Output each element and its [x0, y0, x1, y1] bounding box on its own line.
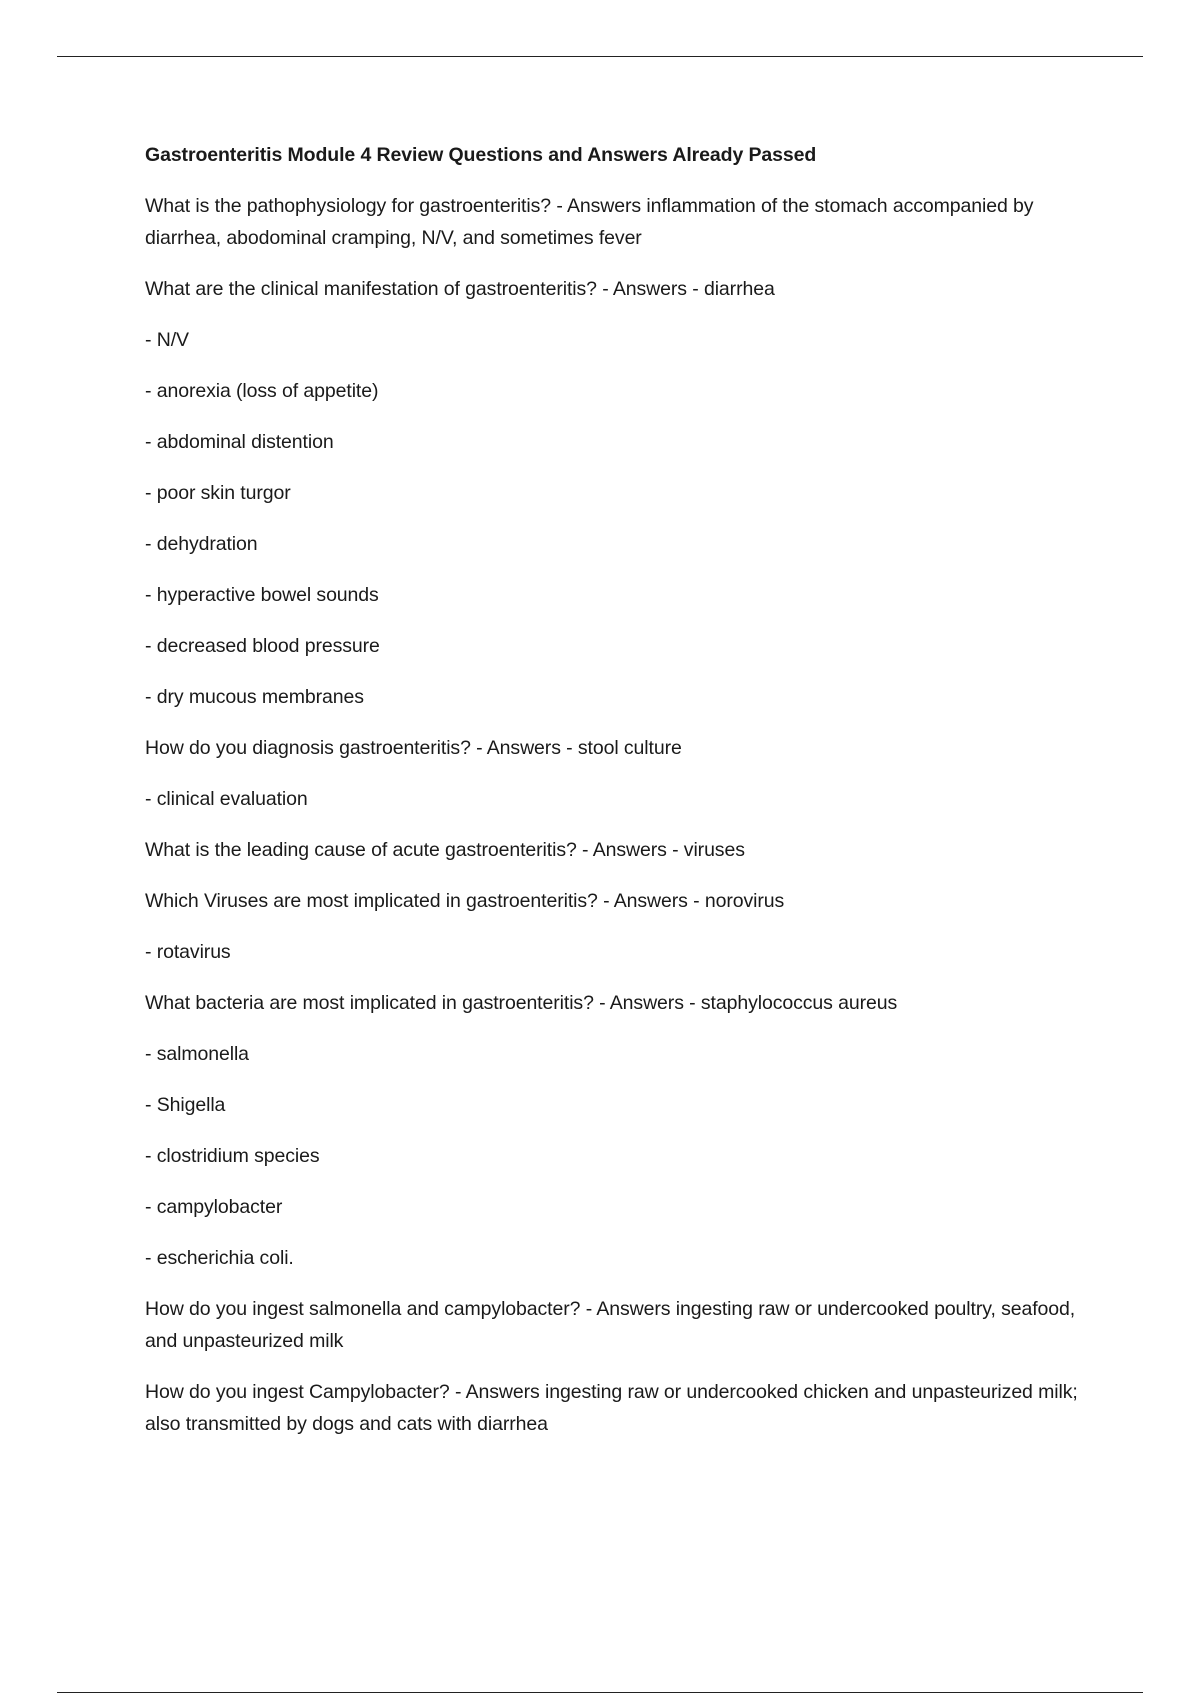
- paragraph: - clostridium species: [145, 1145, 320, 1167]
- paragraph: - dehydration: [145, 533, 258, 555]
- paragraph: - campylobacter: [145, 1196, 283, 1218]
- paragraph: What bacteria are most implicated in gastroenteritis? - Answers - staphylococcus aureus: [145, 992, 898, 1014]
- paragraph: How do you diagnosis gastroenteritis? - Answers - stool culture: [145, 737, 682, 759]
- paragraph: What are the clinical manifestation of gastroenteritis? - Answers - diarrhea: [145, 278, 775, 300]
- paragraph: - anorexia (loss of appetite): [145, 380, 379, 402]
- paragraph: What is the leading cause of acute gastroenteritis? - Answers - viruses: [145, 839, 745, 861]
- paragraph: How do you ingest Campylobacter? - Answers ingesting raw or undercooked chicken and unpasteurized milk; also transmitted by dogs and cats with diarrhea: [145, 1381, 1078, 1435]
- paragraph: How do you ingest salmonella and campylobacter? - Answers ingesting raw or undercooked poultry, seafood, and unpasteurized milk: [145, 1298, 1076, 1352]
- paragraph: - abdominal distention: [145, 431, 334, 453]
- paragraph: - dry mucous membranes: [145, 686, 364, 708]
- paragraph: - N/V: [145, 329, 189, 351]
- paragraph: - salmonella: [145, 1043, 249, 1065]
- paragraph: - rotavirus: [145, 941, 231, 963]
- footer-rule: [57, 1692, 1143, 1693]
- paragraph: - clinical evaluation: [145, 788, 308, 810]
- paragraph: - escherichia coli.: [145, 1247, 294, 1269]
- paragraph: - poor skin turgor: [145, 482, 291, 504]
- paragraph: Which Viruses are most implicated in gastroenteritis? - Answers - norovirus: [145, 890, 785, 912]
- paragraph: What is the pathophysiology for gastroenteritis? - Answers inflammation of the stomach accompanied by diarrhea, abodominal cramping, N/V, and sometimes fever: [145, 195, 1034, 249]
- document-body: [145, 140, 1095, 1459]
- paragraph: - hyperactive bowel sounds: [145, 584, 379, 606]
- paragraph: - decreased blood pressure: [145, 635, 380, 657]
- paragraph: - Shigella: [145, 1094, 226, 1116]
- document-title: Gastroenteritis Module 4 Review Questions and Answers Already Passed: [145, 144, 817, 166]
- header-rule: [57, 56, 1143, 57]
